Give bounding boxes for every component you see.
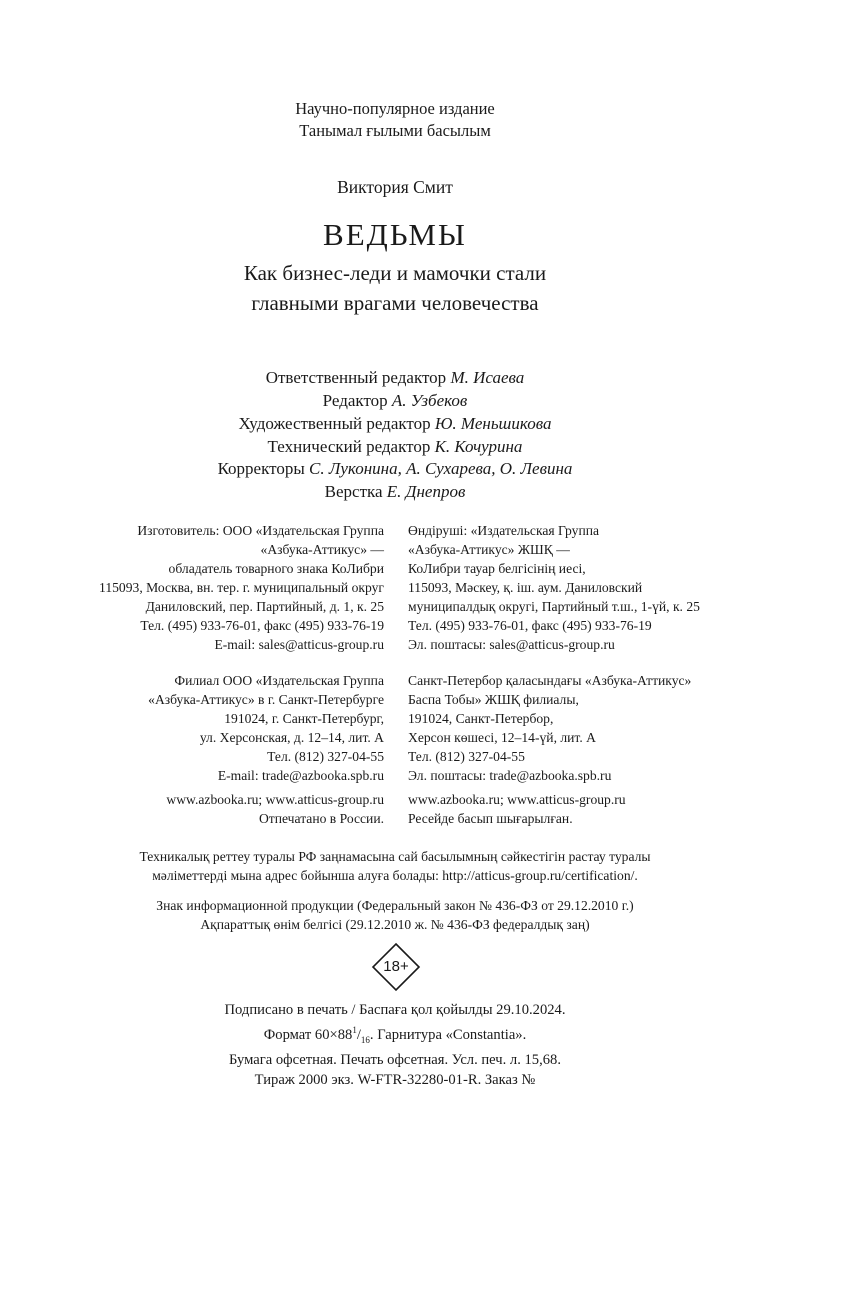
print-signed: Подписано в печать / Баспаға қол қойылды 29.10.2024. [224, 1002, 566, 1018]
branch-kz-line: Тел. (812) 327-04-55 [408, 749, 525, 764]
manufacturer-kz-line: КоЛибри тауар белгісінің иесі, [408, 561, 586, 576]
print-run: Тираж 2000 экз. W-FTR-32280-01-R. Заказ № [254, 1071, 536, 1088]
manufacturer-ru [99, 521, 384, 654]
info-mark-line: Ақпараттық өнім белгісі (29.12.2010 ж. № 436-ФЗ федералдық заң) [200, 917, 590, 932]
branch-kz-line: 191024, Санкт-Петербор, [408, 711, 554, 726]
branch-ru [148, 671, 384, 785]
manufacturer-ru-line: Тел. (495) 933-76-01, факс (495) 933-76-19 [140, 618, 384, 633]
branch-kz [408, 671, 691, 785]
branch-ru-line: Филиал ООО «Издательская Группа [174, 673, 384, 688]
manufacturer-ru-line: Изготовитель: ООО «Издательская Группа [137, 523, 384, 538]
manufacturer-ru-line: «Азбука-Аттикус» — [260, 542, 384, 557]
staff-role: Художественный редактор [238, 414, 431, 433]
manufacturer-ru-email: E-mail: sales@atticus-group.ru [214, 637, 384, 652]
staff-role: Корректоры [217, 459, 305, 478]
manufacturer-kz-line: «Азбука-Аттикус» ЖШҚ — [408, 542, 570, 557]
subtitle-line-2: главными врагами человечества [251, 291, 539, 315]
staff-line [0, 414, 790, 434]
branch-kz-email: Эл. поштасы: trade@azbooka.spb.ru [408, 768, 612, 783]
manufacturer-ru-line: Даниловский, пер. Партийный, д. 1, к. 25 [145, 599, 384, 614]
staff-role: Верстка [324, 482, 383, 501]
web-ru-sites: www.azbooka.ru; www.atticus-group.ru [166, 792, 384, 807]
genre-ru: Научно-популярное издание [295, 99, 495, 118]
format-prefix: Формат 60×88 [263, 1026, 353, 1043]
staff-line [0, 368, 790, 388]
staff-role: Ответственный редактор [265, 368, 447, 387]
manufacturer-kz-line: 115093, Мәскеу, қ. іш. аум. Даниловский [408, 580, 643, 595]
book-title: ВЕДЬМЫ [323, 217, 467, 252]
staff-line [0, 391, 790, 411]
web-ru-printed: Отпечатано в России. [258, 811, 384, 826]
certification-line: мәліметтерді мына адрес бойынша алуға болады: http://atticus-group.ru/certification/. [152, 868, 638, 883]
certification-note [0, 847, 790, 885]
age-rating-text: 18+ [383, 958, 409, 975]
branch-kz-line: Санкт-Петербор қаласындағы «Азбука-Аттикус» [408, 673, 692, 688]
manufacturer-ru-line: 115093, Москва, вн. тер. г. муниципальный округ [99, 580, 384, 595]
subtitle-line-1: Как бизнес-леди и мамочки стали [243, 261, 547, 285]
manufacturer-kz-email: Эл. поштасы: sales@atticus-group.ru [408, 637, 615, 652]
branch-ru-email: E-mail: trade@azbooka.spb.ru [217, 768, 384, 783]
certification-line: Техникалық реттеу туралы РФ заңнамасына сай басылымның сәйкестігін растау туралы [139, 849, 651, 864]
staff-name: А. Узбеков [391, 391, 468, 410]
staff-name: М. Исаева [450, 368, 525, 387]
staff-name: Е. Днепров [386, 482, 466, 501]
author-name: Виктория Смит [337, 177, 453, 197]
staff-name: К. Кочурина [434, 437, 523, 456]
branch-ru-line: ул. Херсонская, д. 12–14, лит. А [199, 730, 384, 745]
format-numerator: 1 [352, 1025, 357, 1035]
web-kz-sites: www.azbooka.ru; www.atticus-group.ru [408, 792, 626, 807]
branch-kz-line: Баспа Тобы» ЖШҚ филиалы, [408, 692, 579, 707]
branch-kz-line: Херсон көшесі, 12–14-үй, лит. А [408, 730, 596, 745]
manufacturer-kz-line: Өндіруші: «Издательская Группа [408, 523, 600, 538]
web-kz [408, 790, 626, 828]
manufacturer-kz-line: Тел. (495) 933-76-01, факс (495) 933-76-19 [408, 618, 652, 633]
branch-ru-line: «Азбука-Аттикус» в г. Санкт-Петербурге [148, 692, 384, 707]
web-ru [166, 790, 384, 828]
age-rating-badge [371, 942, 421, 992]
format-suffix: . Гарнитура «Constantia». [369, 1026, 527, 1043]
format-denominator: 16 [360, 1034, 370, 1045]
branch-ru-line: 191024, г. Санкт-Петербург, [224, 711, 384, 726]
info-mark-note [0, 896, 790, 934]
info-mark-line: Знак информационной продукции (Федеральный закон № 436-ФЗ от 29.12.2010 г.) [156, 898, 634, 913]
print-format: Формат $60\times 88^1/_{16}$. Гарнитура «Constantia». [263, 1025, 527, 1045]
print-paper: Бумага офсетная. Печать офсетная. Усл. печ. л. 15,68. [229, 1051, 561, 1068]
manufacturer-kz-line: муниципалдық округі, Партийный т.ш., 1-үй, к. 25 [408, 599, 700, 614]
staff-line [0, 459, 790, 479]
staff-role: Технический редактор [267, 437, 431, 456]
staff-role: Редактор [322, 391, 388, 410]
staff-line [0, 482, 790, 502]
manufacturer-kz [408, 521, 700, 654]
web-kz-printed: Ресейде басып шығарылған. [408, 811, 573, 826]
staff-name: С. Луконина, А. Сухарева, О. Левина [309, 459, 573, 478]
branch-ru-line: Тел. (812) 327-04-55 [267, 749, 384, 764]
staff-line [0, 437, 790, 457]
genre-kz: Танымал ғылыми басылым [299, 121, 491, 140]
manufacturer-ru-line: обладатель товарного знака КоЛибри [168, 561, 384, 576]
print-info [0, 1000, 790, 1090]
staff-name: Ю. Меньшикова [434, 414, 552, 433]
